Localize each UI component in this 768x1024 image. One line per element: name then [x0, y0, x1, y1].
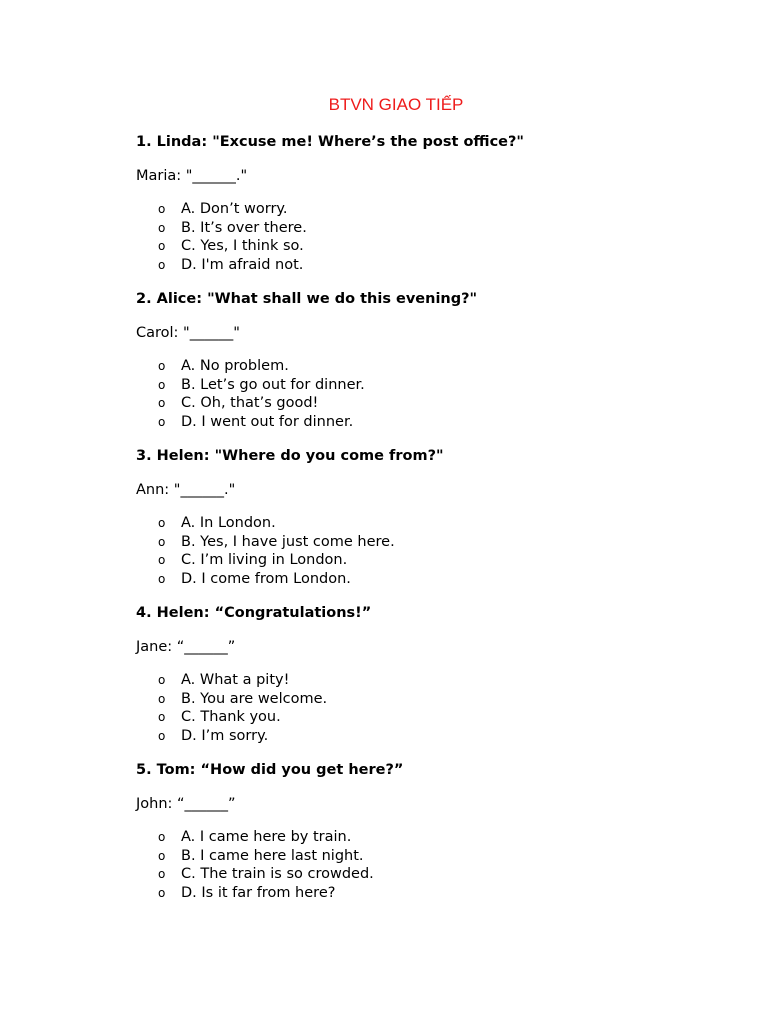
circle-bullet-icon: o: [158, 830, 166, 844]
option-b: [136, 219, 736, 238]
option-a: [136, 514, 736, 533]
question-response: Ann: "______.": [136, 482, 236, 498]
circle-bullet-icon: o: [158, 239, 166, 253]
question-response: Carol: "______": [136, 325, 240, 341]
option-a: [136, 357, 736, 376]
option-label: D. Is it far from here?: [181, 884, 336, 901]
option-c: [136, 551, 736, 570]
option-c: [136, 865, 736, 884]
question-prompt: 3. Helen: "Where do you come from?": [136, 448, 444, 464]
circle-bullet-icon: o: [158, 534, 166, 549]
option-label: A. I came here by train.: [181, 829, 352, 845]
option-d: [136, 727, 736, 746]
question-prompt: 2. Alice: "What shall we do this evening?": [136, 291, 478, 307]
question-3: [136, 446, 736, 588]
option-a: [136, 828, 736, 847]
circle-bullet-icon: o: [158, 691, 166, 706]
circle-bullet-icon: o: [158, 257, 166, 272]
circle-bullet-icon: o: [158, 202, 166, 216]
circle-bullet-icon: o: [158, 885, 166, 900]
option-label: D. I’m sorry.: [181, 727, 269, 744]
document-title: BTVN GIAO TIẾP: [328, 95, 464, 114]
option-list: [136, 671, 736, 745]
circle-bullet-icon: o: [158, 377, 166, 392]
option-b: [136, 847, 736, 866]
option-label: B. You are welcome.: [181, 690, 328, 707]
option-c: [136, 708, 736, 727]
question-5: [136, 760, 736, 902]
option-list: [136, 514, 736, 588]
option-label: D. I come from London.: [181, 570, 351, 587]
option-label: C. Thank you.: [181, 709, 281, 725]
option-label: A. What a pity!: [181, 672, 290, 688]
question-response: Jane: “______”: [136, 639, 236, 655]
option-c: [136, 237, 736, 256]
option-label: B. It’s over there.: [181, 219, 307, 236]
circle-bullet-icon: o: [158, 867, 166, 881]
question-4: [136, 603, 736, 745]
option-label: C. I’m living in London.: [181, 552, 348, 568]
option-label: A. No problem.: [181, 358, 289, 374]
question-1: [136, 132, 736, 274]
option-b: [136, 533, 736, 552]
option-list: [136, 357, 736, 431]
circle-bullet-icon: o: [158, 553, 166, 567]
circle-bullet-icon: o: [158, 516, 166, 530]
option-label: B. Yes, I have just come here.: [181, 533, 395, 550]
question-prompt: 4. Helen: “Congratulations!”: [136, 605, 372, 621]
option-b: [136, 376, 736, 395]
option-a: [136, 671, 736, 690]
question-2: [136, 289, 736, 431]
circle-bullet-icon: o: [158, 728, 166, 743]
option-label: B. Let’s go out for dinner.: [181, 376, 365, 393]
option-label: A. In London.: [181, 515, 276, 531]
option-label: D. I went out for dinner.: [181, 413, 354, 430]
option-label: D. I'm afraid not.: [181, 256, 304, 273]
option-label: A. Don’t worry.: [181, 201, 288, 217]
circle-bullet-icon: o: [158, 571, 166, 586]
circle-bullet-icon: o: [158, 220, 166, 235]
option-list: [136, 200, 736, 274]
option-d: [136, 884, 736, 903]
option-label: C. The train is so crowded.: [181, 866, 374, 882]
question-prompt: 5. Tom: “How did you get here?”: [136, 762, 404, 778]
option-c: [136, 394, 736, 413]
question-list: [136, 132, 736, 917]
question-response: John: “______”: [136, 796, 236, 812]
circle-bullet-icon: o: [158, 710, 166, 724]
circle-bullet-icon: o: [158, 673, 166, 687]
option-label: B. I came here last night.: [181, 847, 364, 864]
question-response: Maria: "______.": [136, 168, 248, 184]
option-d: [136, 413, 736, 432]
circle-bullet-icon: o: [158, 848, 166, 863]
circle-bullet-icon: o: [158, 359, 166, 373]
option-label: C. Yes, I think so.: [181, 238, 304, 254]
question-prompt: 1. Linda: "Excuse me! Where’s the post office?": [136, 134, 524, 150]
option-d: [136, 570, 736, 589]
circle-bullet-icon: o: [158, 414, 166, 429]
circle-bullet-icon: o: [158, 396, 166, 410]
option-a: [136, 200, 736, 219]
option-d: [136, 256, 736, 275]
option-list: [136, 828, 736, 902]
option-b: [136, 690, 736, 709]
option-label: C. Oh, that’s good!: [181, 395, 319, 411]
